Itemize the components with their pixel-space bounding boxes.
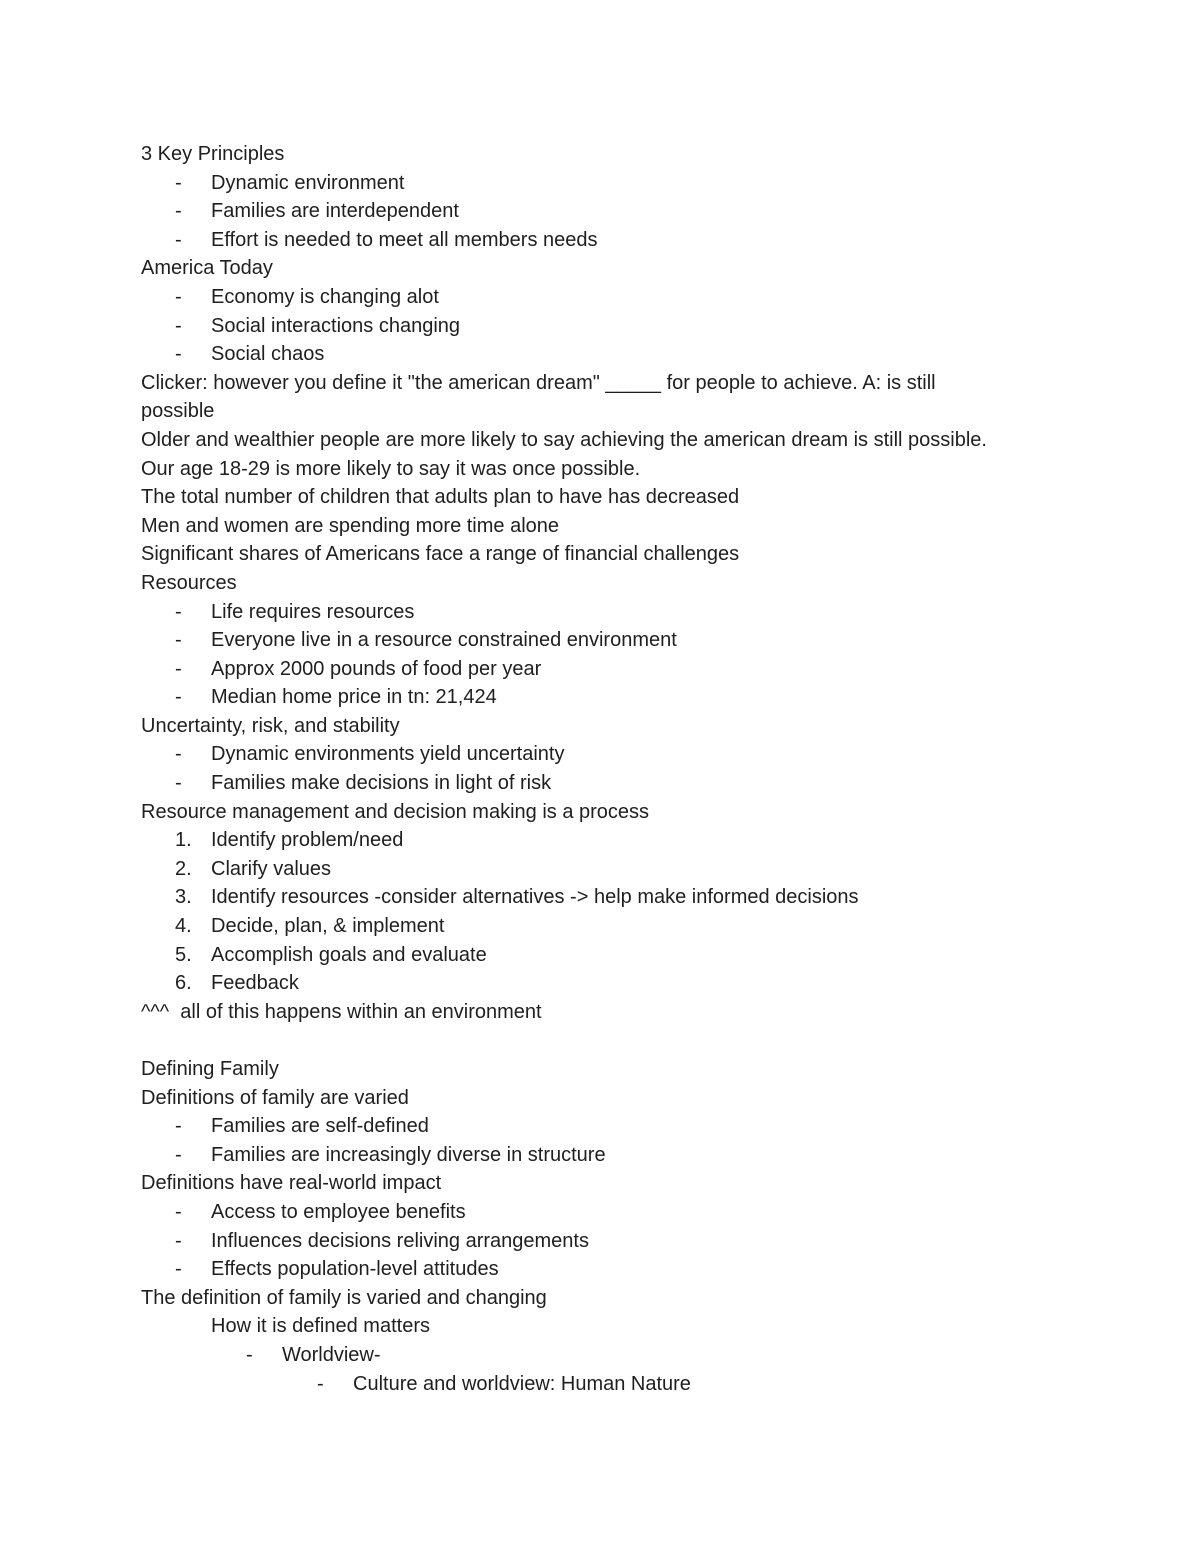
heading-key-principles: 3 Key Principles [141, 143, 285, 165]
subheading-impact: Definitions have real-world impact [141, 1172, 442, 1195]
heading-process: Resource management and decision making is a process [141, 800, 650, 823]
document-page [141, 140, 1071, 1398]
bullet-marker: - [175, 228, 182, 251]
numbered-item: 4. Decide, plan, & implement [141, 912, 1071, 941]
heading-america-today: America Today [141, 257, 273, 280]
bullet-marker: - [175, 1258, 182, 1281]
bullet-marker: - [175, 686, 182, 709]
list-item: - Life requires resources [141, 598, 1071, 627]
subheading-varied: Definitions of family are varied [141, 1086, 409, 1109]
list-item: - Families make decisions in light of risk [141, 769, 1071, 798]
numbered-item: 6. Feedback [141, 969, 1071, 998]
paragraph: Our age 18-29 is more likely to say it was once possible. [141, 457, 641, 480]
list-item: - Access to employee benefits [141, 1198, 1071, 1227]
list-item: - Economy is changing alot [141, 283, 1071, 312]
list-item: - Families are interdependent [141, 197, 1071, 226]
list-item: - Influences decisions reliving arrangements [141, 1227, 1071, 1256]
paragraph: Older and wealthier people are more likely to say achieving the american dream is still possible. [141, 428, 987, 451]
list-item: - Social chaos [141, 340, 1071, 369]
heading-defining-family: Defining Family [141, 1058, 279, 1080]
heading-uncertainty: Uncertainty, risk, and stability [141, 714, 400, 737]
bullet-marker: - [175, 629, 182, 652]
list-item: - Social interactions changing [141, 312, 1071, 341]
list-item: - Worldview- [141, 1341, 1071, 1370]
bullet-marker: - [175, 285, 182, 308]
list-item: - Effort is needed to meet all members needs [141, 226, 1071, 255]
bullet-marker: - [175, 772, 182, 795]
bullet-marker: - [175, 600, 182, 623]
bullet-marker: - [317, 1372, 324, 1395]
bullet-marker: - [175, 1229, 182, 1252]
paragraph: Men and women are spending more time alone [141, 514, 560, 537]
list-item: - Median home price in tn: 21,424 [141, 683, 1071, 712]
list-item: - Families are increasingly diverse in structure [141, 1141, 1071, 1170]
list-item: - Dynamic environment [141, 169, 1071, 198]
list-item: - Culture and worldview: Human Nature [141, 1370, 1071, 1399]
step-number: 4. [175, 915, 192, 938]
step-number: 5. [175, 943, 192, 966]
paragraph-clicker: Clicker: however you define it "the american dream" _____ for people to achieve. A: is still possible [141, 371, 936, 423]
bullet-marker: - [175, 171, 182, 194]
paragraph: The total number of children that adults plan to have has decreased [141, 486, 740, 509]
numbered-item: 5. Accomplish goals and evaluate [141, 941, 1071, 970]
bullet-marker: - [175, 743, 182, 766]
bullet-marker: - [175, 200, 182, 223]
bullet-marker: - [175, 343, 182, 366]
bullet-marker: - [175, 1115, 182, 1138]
step-number: 2. [175, 857, 192, 880]
heading-resources: Resources [141, 571, 237, 594]
list-item: - Approx 2000 pounds of food per year [141, 655, 1071, 684]
step-number: 6. [175, 972, 192, 995]
step-number: 1. [175, 829, 192, 852]
indented-line: How it is defined matters [211, 1315, 430, 1338]
bullet-marker: - [175, 314, 182, 337]
bullet-marker: - [175, 657, 182, 680]
numbered-item: 3. Identify resources -consider alternatives -> help make informed decisions [141, 883, 1071, 912]
subheading-changing: The definition of family is varied and changing [141, 1286, 547, 1309]
list-item: - Everyone live in a resource constrained environment [141, 626, 1071, 655]
bullet-marker: - [246, 1343, 253, 1366]
numbered-item: 2. Clarify values [141, 855, 1071, 884]
process-note: ^^^ all of this happens within an environment [141, 1000, 542, 1023]
step-number: 3. [175, 886, 192, 909]
bullet-marker: - [175, 1143, 182, 1166]
numbered-item: 1. Identify problem/need [141, 826, 1071, 855]
list-item: - Families are self-defined [141, 1112, 1071, 1141]
bullet-marker: - [175, 1200, 182, 1223]
paragraph: Significant shares of Americans face a range of financial challenges [141, 543, 740, 566]
blank-line [141, 1026, 1071, 1055]
list-item: - Effects population-level attitudes [141, 1255, 1071, 1284]
list-item: - Dynamic environments yield uncertainty [141, 740, 1071, 769]
